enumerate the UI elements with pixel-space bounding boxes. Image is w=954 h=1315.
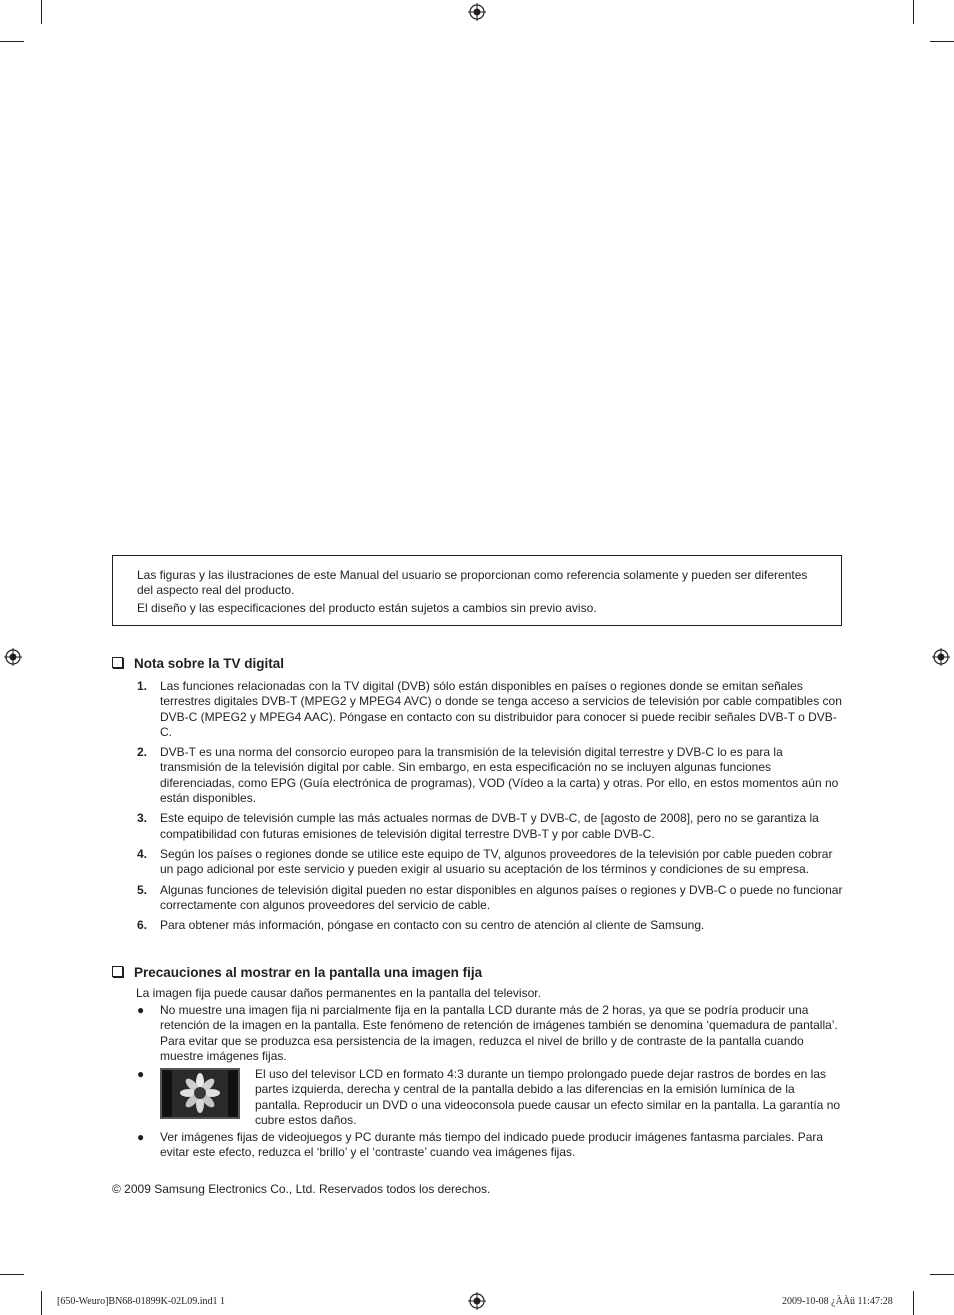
bullet-icon: ● [137,1003,145,1017]
list-number: 1. [137,679,148,693]
bullet-text: Ver imágenes fijas de videojuegos y PC durante más tiempo del indicado puede producir imágenes fantasma parciales. Para evitar este efecto, reduzca el ‘brillo’ y el ‘contraste’ cuando vea imágenes fijas. [160,1130,824,1160]
list-item [137,745,843,806]
bullet-item [137,1130,843,1161]
list-item [137,847,843,878]
list-number: 2. [137,745,148,760]
notice-paragraph: Las figuras y las ilustraciones de este Manual del usuario se proporcionan como referencia solamente y pueden ser diferentes del aspecto real del producto. [137,568,808,597]
list-number: 3. [137,811,148,826]
registration-mark-icon [4,648,22,666]
numbered-list [137,679,843,938]
notice-paragraph: El diseño y las especificaciones del producto están sujetos a cambios sin previo aviso. [137,601,597,615]
bullet-item [137,1067,843,1128]
section-heading [112,656,284,672]
registration-mark-icon [468,1292,486,1310]
bullet-item [137,1003,843,1064]
list-number: 4. [137,846,148,861]
list-item-text: Las funciones relacionadas con la TV digital (DVB) sólo están disponibles en países o regiones donde se emitan señales terrestres digitales DVB-T (MPEG2 y MPEG4 AVC) o donde se tenga acceso a servicios de televisión por cable compatibles con DVB-C (MPEG2 y MPEG4 AAC). Póngase en contacto con su distribuidor para conocer si puede recibir señales DVB-T o DVB-C. [160,679,842,739]
checkbox-bullet-icon [112,657,123,668]
list-number: 6. [137,918,148,933]
crop-mark [913,1291,914,1315]
list-item-text: Este equipo de televisión cumple las más actuales normas de DVB-T y DVB-C, de [agosto de 2008], pero no se garantiza la compatibilidad con futuras emisiones de televisión digital terrestre DVB-T y por cable DVB-C. [160,811,819,841]
list-item [137,918,843,933]
registration-mark-icon [468,3,486,21]
notice-box [112,555,842,626]
list-item-text: DVB-T es una norma del consorcio europeo para la transmisión de la televisión digital terrestre y DVB-C lo es para la transmisión de la televisión digital por cable. Sin embargo, en esta especificación no se incluyen algunas funciones diferenciadas, como EPG (Guía electrónica de programas), VOD (Vídeo a la carta) y otras. Por ello, en estos momentos aún no están disponibles. [160,745,839,806]
bullet-icon: ● [137,1067,145,1081]
list-item [137,811,843,842]
copyright-notice: © 2009 Samsung Electronics Co., Ltd. Reservados todos los derechos. [112,1182,491,1196]
list-item [137,679,843,740]
print-slug-right: 2009-10-08 ¿ÀÀü 11:47:28 [782,1296,893,1307]
list-item [137,883,843,914]
bullet-icon: ● [137,1130,145,1144]
crop-mark [41,1291,42,1315]
crop-mark [0,41,24,42]
crop-mark [930,41,954,42]
section-title: Precauciones al mostrar en la pantalla una imagen fija [134,965,483,980]
crop-mark [930,1274,954,1275]
bullet-text: No muestre una imagen fija ni parcialmente fija en la pantalla LCD durante más de 2 horas, ya que se podría producir una retención de la imagen en la pantalla. Este fenómeno de retención de imágenes también se denomina ‘quemadura de pantalla’. Para evitar que se produzca esa persistencia de la imagen, reduzca el nivel de brillo y de contraste de la pantalla cuando muestre imágenes fijas. [160,1003,838,1063]
list-number: 5. [137,882,148,897]
section-intro: La imagen fija puede causar daños permanentes en la pantalla del televisor. [136,986,541,1000]
registration-mark-icon [932,648,950,666]
crop-mark [41,0,42,24]
print-slug-left: [650-Weuro]BN68-01899K-02L09.ind1 1 [57,1296,226,1307]
checkbox-bullet-icon [112,966,123,977]
sunflower-icon [162,1070,238,1117]
list-item-text: Según los países o regiones donde se utilice este equipo de TV, algunos proveedores de la televisión por cable pueden cobrar un pago adicional por este servicio y pueden exigir al usuario su aceptación de los términos y condiciones de su empresa. [160,846,833,877]
list-item-text: Para obtener más información, póngase en contacto con su centro de atención al cliente de Samsung. [160,918,705,933]
crop-mark [0,1274,24,1275]
bullet-text: El uso del televisor LCD en formato 4:3 durante un tiempo prolongado puede dejar rastros de bordes en las partes izquierda, derecha y central de la pantalla debido a las diferencias en la emisión lumínica de la pantalla. Reproducir un DVD o una videoconsola puede causar un efecto similar en la pantalla. La garantía no cubre estos daños. [255,1067,841,1127]
crop-mark [913,0,914,24]
section-heading [112,965,482,981]
tv-screen-image [160,1068,240,1119]
section-title: Nota sobre la TV digital [134,656,285,671]
list-item-text: Algunas funciones de televisión digital pueden no estar disponibles en algunos países o regiones y DVB-C o puede no funcionar correctamente con algunos proveedores del servicio de cable. [160,882,843,912]
